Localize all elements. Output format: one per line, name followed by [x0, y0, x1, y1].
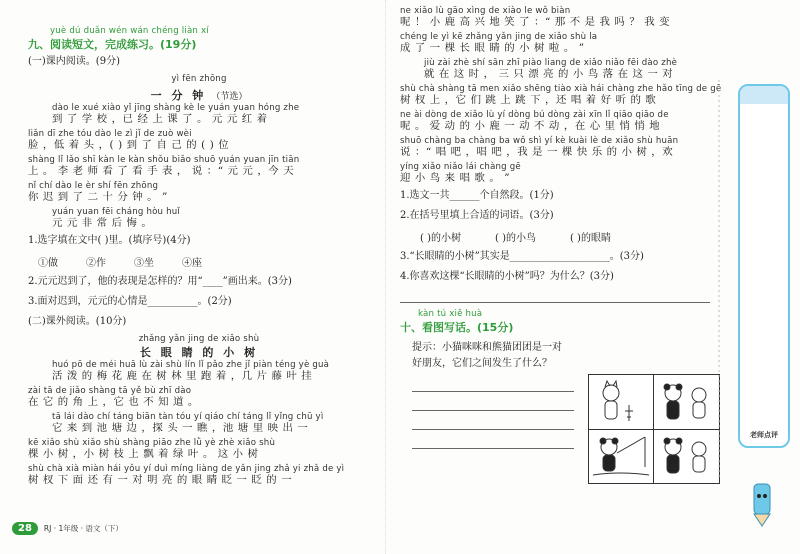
passage2-line-pinyin: tā lái dào chí táng biān tàn tóu yí qiáo chí táng lǐ yǐng chū yì [52, 412, 324, 422]
option-4[interactable]: ④座 [182, 258, 202, 269]
passage1-line-pinyin: nǐ chí dào le èr shí fēn zhōng [28, 181, 159, 191]
passage1-title: 一 分 钟 [150, 89, 207, 102]
passage2-line-pinyin: zài tā de jiǎo shàng tā yě bù zhī dào [28, 386, 192, 396]
passage2-line-pinyin: huó pō de méi huā lù zài shù lín lǐ pǎo zhe jǐ piàn téng yè guà [52, 360, 330, 370]
writing-line[interactable] [412, 436, 574, 449]
question-9-3: 3.面对迟到，元元的心情是__________。(2分) [28, 296, 232, 307]
passage2-cont-pinyin: shuō chàng ba chàng ba wǒ shì yí kè kuài lè de xiǎo shù huān [400, 136, 679, 146]
passage1-line-pinyin: yuán yuan fēi cháng hòu huǐ [52, 207, 181, 217]
passage1-line: 元 元 非 常 后 悔 。 [52, 217, 153, 229]
passage1-line-pinyin: shàng lǐ lǎo shī kàn le kàn shǒu biǎo shuō yuán yuan jīn tiān [28, 155, 300, 165]
page-footer [12, 522, 123, 535]
section9-pinyin: yuè dú duǎn wén wán chéng liàn xí [50, 26, 209, 36]
teacher-comment-label: 老师点评 [750, 431, 778, 439]
option-3[interactable]: ③坐 [134, 258, 154, 269]
passage2-line-pinyin: kē xiǎo shù xiǎo shù shàng piāo zhe lǜ yè zhè xiǎo shù [28, 438, 276, 448]
teacher-comment-panel[interactable] [738, 84, 790, 448]
passage2-line: 活 泼 的 梅 花 鹿 在 树 林 里 跑 着 ，几 片 藤 叶 挂 [52, 370, 313, 382]
passage2-line-pinyin: shù chà xià miàn hái yǒu yí duì míng liàng de yǎn jing zhǎ yi zhǎ de yì [28, 464, 345, 474]
question-9-2: 2.元元迟到了，他的表现是怎样的？用“____”画出来。(3分) [28, 276, 292, 287]
passage2-cont-line: 就 在 这 时 ， 三 只 漂 亮 的 小 鸟 落 在 这 一 对 [424, 68, 674, 80]
panel-header [740, 86, 788, 104]
passage1-line-pinyin: liǎn dī zhe tóu dào le zì jǐ de zuò wèi [28, 129, 192, 139]
question-right-2: 2.在括号里填上合适的词语。(3分) [400, 210, 554, 221]
part1-label: (一)课内阅读。(9分) [28, 56, 120, 67]
passage2-cont-line: 成 了 一 棵 长 眼 睛 的 小 树 啦 。 ” [400, 42, 585, 54]
option-1[interactable]: ①做 [38, 258, 58, 269]
question-9-1-options [28, 254, 370, 269]
option-2[interactable]: ②作 [86, 258, 106, 269]
part2-label: (二)课外阅读。(10分) [28, 316, 127, 327]
prompt-line-1: 提示：小猫咪咪和熊猫团团是一对 [412, 342, 562, 353]
blank-eyes[interactable]: ( )的眼睛 [569, 233, 611, 244]
passage2-line: 棵 小 树 ，小 树 枝 上 飘 着 绿 叶 。 这 小 树 [28, 448, 259, 460]
passage1-title-pinyin: yì fēn zhōng [171, 74, 227, 84]
section10-pinyin: kàn tú xiě huà [418, 309, 483, 319]
binding-marks [716, 80, 722, 480]
passage1-line-pinyin: dào le xué xiào yǐ jīng shàng kè le yuán yuan hóng zhe [52, 103, 300, 113]
grade-label: RJ · 1年级 · 语文（下） [43, 524, 123, 533]
panda-cat-illustration [589, 375, 719, 483]
passage2-cont-pinyin: jiù zài zhè shí sān zhī piào liang de xiǎo niǎo fēi dào zhè [424, 58, 678, 68]
passage2-cont-line: 呢 ！ 小 鹿 高 兴 地 笑 了 ：“ 那 不 是 我 吗 ？ 我 变 [400, 16, 671, 28]
question-right-2-items [400, 229, 722, 244]
question-9-1: 1.选字填在文中( )里。(填序号)(4分) [28, 235, 191, 246]
passage1-line: 脸 ，低 着 头 ，( ) 到 了 自 己 的 ( ) 位 [28, 139, 230, 151]
passage1-line: 上 。 李 老 师 看 了 看 手 表 ， 说 ：“ 元 元 ，今 天 [28, 165, 295, 177]
blank-tree[interactable]: ( )的小树 [420, 233, 461, 244]
passage2-line: 它 来 到 池 塘 边 ，探 头 一 瞧 ，池 塘 里 映 出 一 [52, 422, 309, 434]
blank-bird[interactable]: ( )的小鸟 [494, 233, 536, 244]
passage2-cont-line: 说 ：“ 唱 吧 ，唱 吧 ，我 是 一 棵 快 乐 的 小 树 ，欢 [400, 146, 674, 158]
section9-title: 九、阅读短文，完成练习。(19分) [28, 38, 197, 51]
prompt-line-2: 好朋友，它们之间发生了什么？ [412, 358, 552, 369]
writing-line[interactable] [412, 417, 574, 430]
left-column [28, 26, 370, 490]
passage2-cont-line: 迎 小 鸟 来 唱 歌 。 ” [400, 172, 511, 184]
passage2-title: 长 眼 睛 的 小 树 [139, 346, 259, 359]
section10-title: 十、看图写话。(15分) [400, 321, 514, 334]
passage2-line: 树 杈 下 面 还 有 一 对 明 亮 的 眼 睛 眨 一 眨 的 一 [28, 474, 293, 486]
page-number: 28 [12, 522, 38, 535]
passage1-title-block [28, 74, 370, 103]
passage1-line: 到 了 学 校 ，已 经 上 课 了 。 元 元 红 着 [52, 113, 268, 125]
passage2-line: 在 它 的 角 上 ，它 也 不 知 道 。 [28, 396, 199, 408]
passage2-title-pinyin: zhǎng yǎn jing de xiǎo shù [138, 334, 260, 344]
writing-lines [400, 379, 574, 449]
picture-story-grid [588, 374, 720, 484]
passage1-line: 你 迟 到 了 二 十 分 钟 。 ” [28, 191, 168, 203]
passage2-cont-line: 呢 。 爱 动 的 小 鹿 一 动 不 动 ，在 心 里 悄 悄 地 [400, 120, 661, 132]
passage2-cont-pinyin: ne xiǎo lù gāo xìng de xiào le wǒ biàn [400, 6, 571, 16]
page-divider [385, 0, 386, 554]
pencil-mascot-icon [744, 480, 784, 530]
writing-line[interactable] [412, 398, 574, 411]
passage2-cont-pinyin: shù chà shàng tā men xiǎo shēng tiào xià hái chàng zhe hǎo tīng de gē [400, 84, 722, 94]
passage1-note: （节选） [211, 92, 248, 102]
passage2-cont-line: 树 杈 上 ，它 们 跳 上 跳 下 ，还 唱 着 好 听 的 歌 [400, 94, 657, 106]
question-right-3: 3.“长眼睛的小树”其实是____________________。(3分) [400, 251, 644, 262]
passage2-cont-pinyin: ne ài dòng de xiǎo lù yí dòng bú dòng zài xīn lǐ qiāo qiāo de [400, 110, 669, 120]
passage2-title-block [28, 334, 370, 360]
question-right-1: 1.选文一共______个自然段。(1分) [400, 190, 554, 201]
passage2-cont-pinyin: chéng le yì kē zhǎng yǎn jing de xiǎo shù la [400, 32, 598, 42]
question-right-4: 4.你喜欢这棵“长眼睛的小树”吗？为什么？(3分) [400, 271, 614, 282]
writing-line[interactable] [412, 379, 574, 392]
passage2-cont-pinyin: yíng xiǎo niǎo lái chàng gē [400, 162, 521, 172]
answer-line[interactable] [400, 290, 710, 303]
